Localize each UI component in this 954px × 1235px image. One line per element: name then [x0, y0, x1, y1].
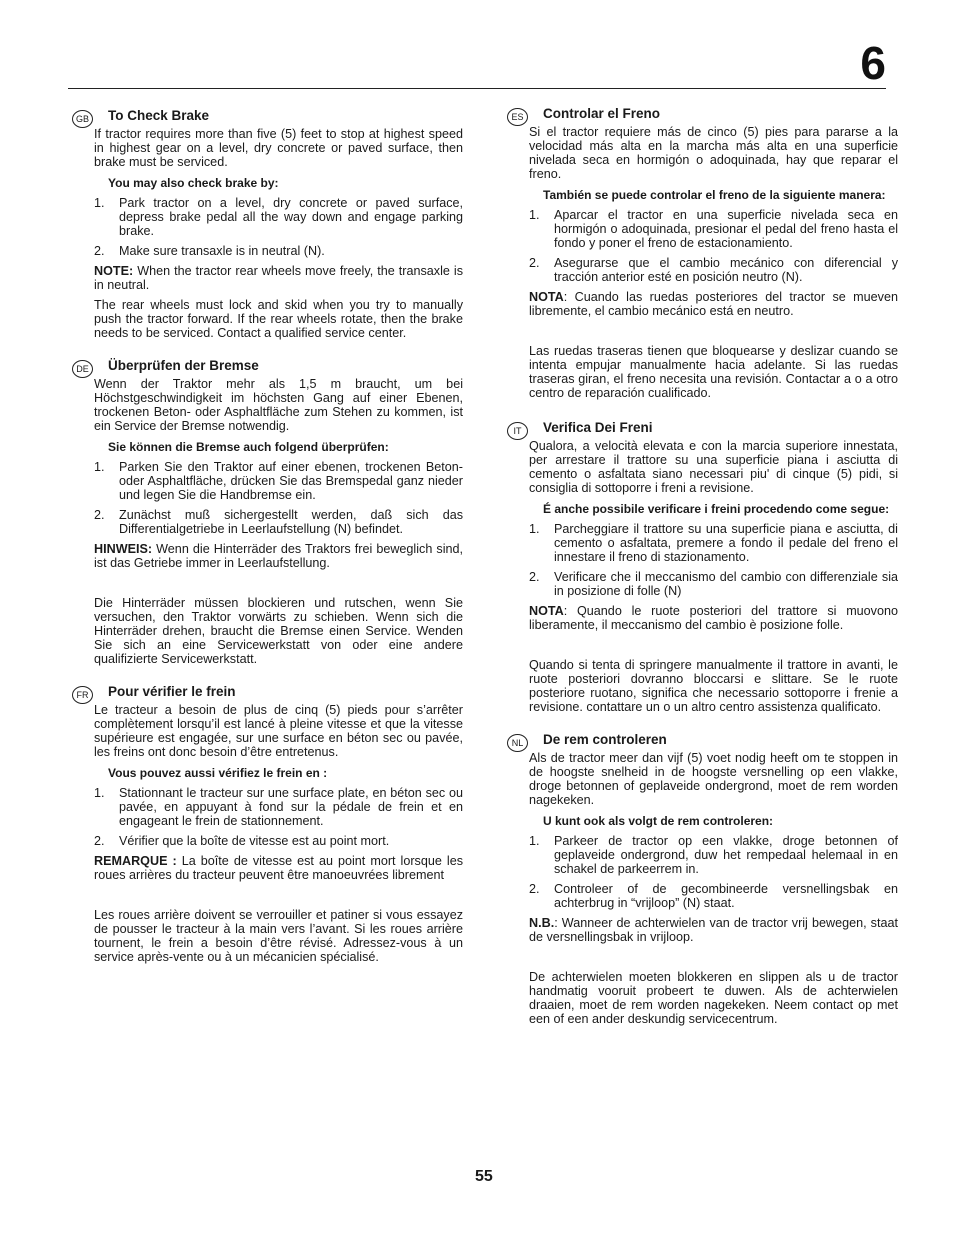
list-item: 1. Parken Sie den Traktor auf einer ebenen, trockenen Beton- oder Asphaltfläche, drücken Sie das Bremspedal ganz nieder und legen Sie die Handbremse ein. [94, 460, 463, 502]
section-subheading: É anche possibile verificare i freini procedendo come segue: [543, 502, 890, 516]
section-heading: Controlar el Freno [543, 106, 661, 121]
section-heading: Verifica Dei Freni [543, 420, 653, 435]
section-note: HINWEIS: Wenn die Hinterräder des Traktors frei beweglich sind, ist das Getriebe immer in Leerlaufstellung. [94, 542, 463, 570]
list-item: 1. Aparcar el tractor en una superficie nivelada seca en hormigón o adoquinada, presionar el pedal del freno hasta el fondo y poner el freno de estacionamiento. [529, 208, 898, 250]
section-intro: If tractor requires more than five (5) feet to stop at highest speed in highest gear on a level, dry concrete or paved surface, then brake must be serviced. [94, 127, 463, 169]
section-heading: To Check Brake [108, 108, 210, 123]
section-note: NOTA: Cuando las ruedas posteriores del tractor se mueven libremente, el cambio mecánico está en neutro. [529, 290, 898, 318]
section-intro: Le tracteur a besoin de plus de cinq (5) pieds pour s’arrêter complètement lorsqu’il est lancé à pleine vitesse et que la vitesse supérieure est engagée, sur une surface en béton sec ou pavée, les freins ont donc besoin d’être entretenus. [94, 703, 463, 759]
section-de [76, 358, 463, 666]
list-item: 2. Verificare che il meccanismo del cambio con differenziale sia in posizione di folle (N) [529, 570, 898, 598]
chapter-number: 6 [860, 37, 886, 89]
section-note: NOTE: When the tractor rear wheels move freely, the transaxle is in neutral. [94, 264, 463, 292]
list-item: 2. Vérifier que la boîte de vitesse est au point mort. [94, 834, 390, 848]
list-item: 2. Controleer of de gecombineerde versnellingsbak en achterbrug in “vrijloop” (N) staat. [529, 882, 898, 910]
section-subheading: También se puede controlar el freno de la siguiente manera: [543, 188, 886, 202]
section-subheading: U kunt ook als volgt de rem controleren: [543, 814, 774, 828]
language-badge: DE [72, 360, 93, 378]
section-note: NOTA: Quando le ruote posteriori del trattore si muovono liberamente, il meccanismo del cambio è posizione folle. [529, 604, 898, 632]
list-item: 2. Zunächst muß sichergestellt werden, daß sich das Differentialgetriebe in Leerlaufstellung (N) befindet. [94, 508, 463, 536]
page-number: 55 [475, 1168, 493, 1185]
language-badge: FR [72, 686, 93, 704]
section-heading: Überprüfen der Bremse [108, 358, 259, 373]
list-item: 2. Asegurarse que el cambio mecánico con diferencial y tracción anterior esté en posición neutro (N). [529, 256, 898, 284]
section-closing: De achterwielen moeten blokkeren en slippen als u de tractor handmatig vooruit probeert te duwen. Als de achterwielen draaien, moet de rem worden nagekeken. Neem contact op met een of een ander deskundig servicecentrum. [529, 970, 898, 1026]
section-fr [76, 684, 463, 964]
section-subheading: You may also check brake by: [108, 176, 279, 190]
section-closing: Quando si tenta di springere manualmente il trattore in avanti, le ruote posteriori dovranno bloccarsi e slittare. Se le ruote posteriore ruotano, significa che necessario sottoporre i frenie a revisione. contattare un o un altro centro assistenza qualificato. [529, 658, 898, 714]
section-intro: Als de tractor meer dan vijf (5) voet nodig heeft om te stoppen in de hoogste snelheid in de hoogste versnelling op een vlakke, droge betonnen of geplaveide ondergrond, moet de rem worden nagekeken. [529, 751, 898, 807]
left-column [75, 104, 463, 970]
section-intro: Si el tractor requiere más de cinco (5) pies para pararse a la velocidad más alta en la marcha más alta en una superficie nivelada seca en hormigón o adoquinada, hay que reparar el freno. [529, 125, 898, 181]
section-note: N.B.: Wanneer de achterwielen van de tractor vrij bewegen, staat de versnellingsbak in vrijloop. [529, 916, 898, 944]
language-badge: GB [72, 110, 93, 128]
language-badge: ES [507, 108, 528, 126]
section-closing: Les roues arrière doivent se verrouiller et patiner si vous essayez de pousser le tracteur à la main vers l’avant. Si les roues arrière tournent, le frein a besoin d’être révisé. Adressez-vous à un service après-vente ou à un mécanicien spécialisé. [94, 908, 463, 964]
list-item: 1. Stationnant le tracteur sur une surface plate, en béton sec ou pavée, en appuyant à fond sur la pédale de frein et en engageant le frein de stationnement. [94, 786, 463, 828]
section-note: REMARQUE : La boîte de vitesse est au point mort lorsque les roues arrières du tracteur peuvent être manoeuvrées librement [94, 854, 463, 882]
language-badge: IT [507, 422, 528, 440]
list-item: 2. Make sure transaxle is in neutral (N). [94, 244, 325, 258]
section-closing: The rear wheels must lock and skid when you try to manually push the tractor forward. If the rear wheels rotate, then the brake needs to be serviced. Contact a qualified service center. [94, 298, 463, 340]
section-it [513, 420, 898, 714]
section-subheading: Vous pouvez aussi vérifiez le frein en : [108, 766, 328, 780]
section-es [511, 106, 898, 400]
section-closing: Die Hinterräder müssen blockieren und rutschen, wenn Sie versuchen, den Traktor vorwärts zu schieben. Wenn sich die Hinterräder drehen, braucht die Bremse einen Service. Wenden Sie sich an eine Servicewerkstatt von oder eine andere qualifizierte Servicewerkstatt. [94, 596, 463, 666]
right-column [511, 104, 898, 1032]
section-heading: De rem controleren [543, 732, 667, 747]
section-closing: Las ruedas traseras tienen que bloquearse y deslizar cuando se intenta empujar manualmente hacia adelante. Si las ruedas traseras giran, el freno necesita una revisión. Contactar a o a otro centro de reparación cualificado. [529, 344, 898, 400]
language-badge: NL [507, 734, 528, 752]
section-intro: Wenn der Traktor mehr als 1,5 m braucht, um bei Höchstgeschwindigkeit im höchsten Gang auf einer Ebenen, trockenen Beton- oder Asphaltfläche zum Stehen zu kommen, ist ein Service der Bremse notwendig. [94, 377, 463, 433]
list-item: 1. Parcheggiare il trattore su una superficie piana e asciutta, di cemento o asfaltata, premere a fondo il pedale del freno el innestare il freno di stazionamento. [529, 522, 898, 564]
section-nl [511, 732, 898, 1026]
section-gb [75, 108, 463, 340]
list-item: 1. Parkeer de tractor op een vlakke, droge betonnen of geplaveide ondergrond, duw het rempedaal helemaal in en schakel de parkeerrem in. [529, 834, 898, 876]
section-intro: Qualora, a velocità elevata e con la marcia superiore innestata, per arrestare il trattore su una superficie piana i asciutta di cemento o asfaltata siano necessari piu' di cinque (5) pidi, si consiglia di sottoporre i freni a revisione. [529, 439, 898, 495]
header-rule [68, 88, 886, 89]
list-item: 1. Park tractor on a level, dry concrete or paved surface, depress brake pedal all the way down and engage parking brake. [94, 196, 463, 238]
section-subheading: Sie können die Bremse auch folgend überprüfen: [108, 440, 389, 454]
section-heading: Pour vérifier le frein [108, 684, 236, 699]
